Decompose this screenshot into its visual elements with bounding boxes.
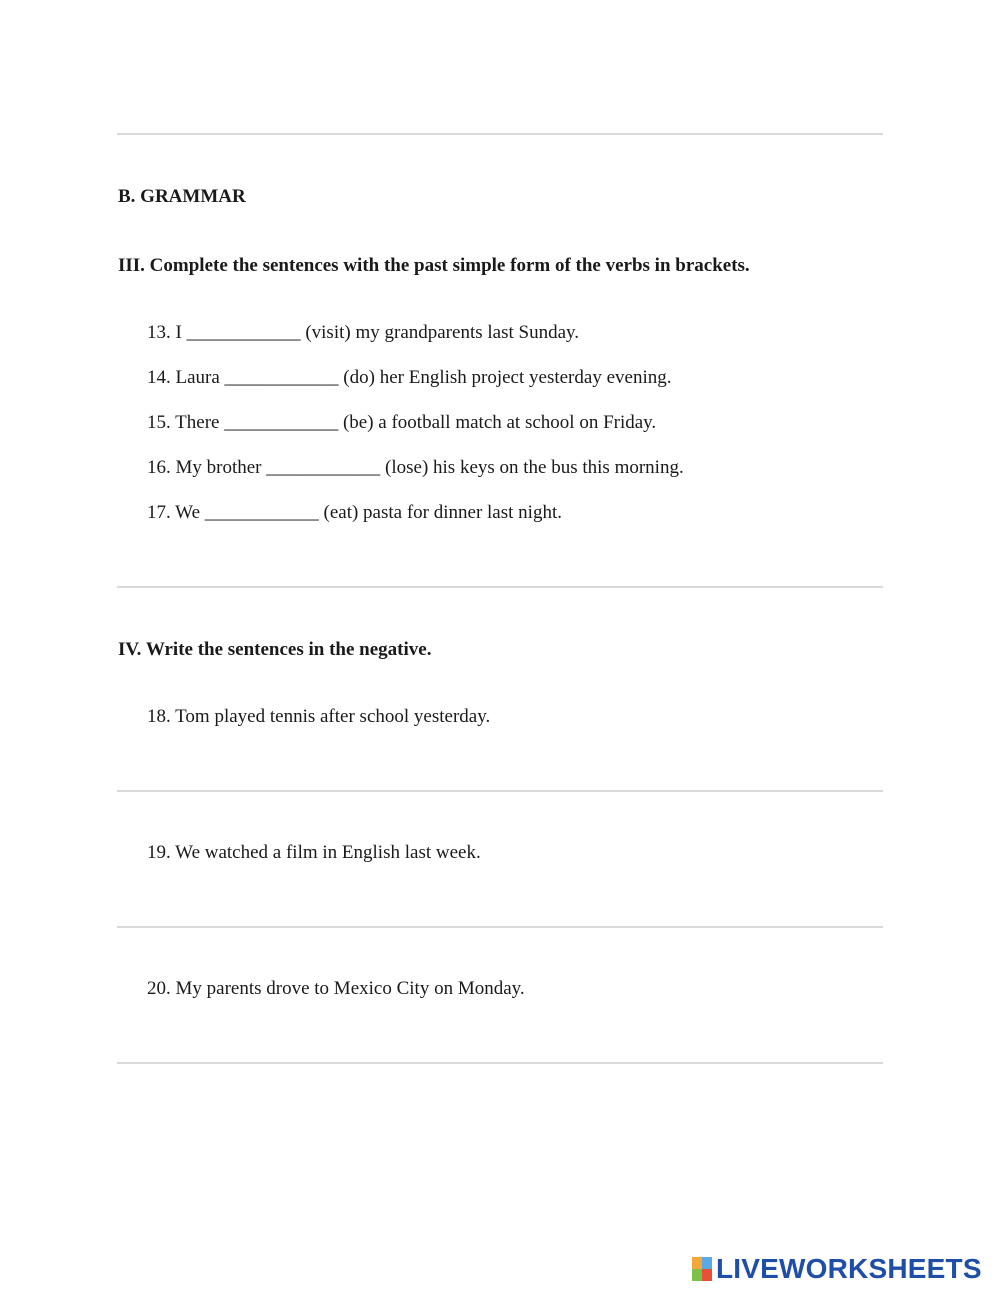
exercise-3-item-16: 16. My brother ____________ (lose) his keys on the bus this morning. <box>147 457 684 478</box>
logo-block-2 <box>702 1257 712 1269</box>
exercise-4-item-20: 20. My parents drove to Mexico City on Monday. <box>147 978 525 999</box>
exercise-3-item-17: 17. We ____________ (eat) pasta for dinner last night. <box>147 502 562 523</box>
exercise-3-instructions: III. Complete the sentences with the past simple form of the verbs in brackets. <box>118 255 750 276</box>
exercise-4-item-19: 19. We watched a film in English last week. <box>147 842 481 863</box>
section-title: B. GRAMMAR <box>118 186 246 207</box>
top-divider <box>117 133 883 135</box>
exercise-4-item-18: 18. Tom played tennis after school yesterday. <box>147 706 491 727</box>
exercise-4-instructions: IV. Write the sentences in the negative. <box>118 639 432 660</box>
exercise-3-item-14: 14. Laura ____________ (do) her English project yesterday evening. <box>147 367 672 388</box>
liveworksheets-logo <box>692 1254 982 1284</box>
answer-line-19[interactable] <box>117 926 883 928</box>
exercise-3-item-15: 15. There ____________ (be) a football match at school on Friday. <box>147 412 657 433</box>
section-divider <box>117 586 883 588</box>
logo-block-1 <box>692 1257 702 1269</box>
logo-text: LIVEWORKSHEETS <box>716 1253 982 1284</box>
answer-line-20[interactable] <box>117 1062 883 1064</box>
logo-blocks-icon <box>692 1257 712 1281</box>
exercise-3-item-13: 13. I ____________ (visit) my grandparents last Sunday. <box>147 322 580 343</box>
logo-block-4 <box>702 1269 712 1281</box>
logo-block-3 <box>692 1269 702 1281</box>
answer-line-18[interactable] <box>117 790 883 792</box>
